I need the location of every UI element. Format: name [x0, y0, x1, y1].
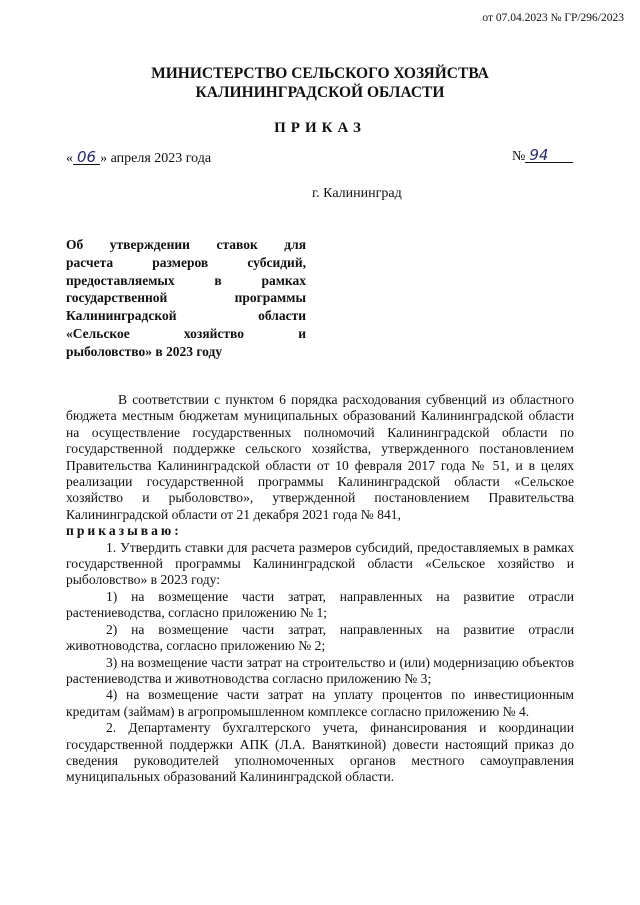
number-handwritten: 94	[525, 148, 573, 163]
subject-line: «Сельское хозяйство и	[66, 325, 306, 341]
preamble-text: В соответствии с пунктом 6 порядка расходования субвенций из областного бюджета местным бюджетам муниципальных образований Калининградской области на осуществление государственных полномочий Калининградской области по государственной поддержке сельского хозяйства, утвержденного постановлением Правительства Калининградской области от 10 февраля 2017 года № 51, и в целях реализации государственной программы Калининградской области «Сельское хозяйство и рыболовство», утвержденной постановлением Правительства Калининградской области от 21 декабря 2021 года № 841,	[66, 392, 574, 522]
subject-line: рыболовство» в 2023 году	[66, 343, 223, 359]
subject-line: Калининградской области	[66, 308, 306, 324]
subitem-1: 1) на возмещение части затрат, направленных на развитие отрасли растениеводства, согласно приложению № 1;	[66, 588, 574, 621]
ministry-title-line-2: КАЛИНИНГРАДСКОЙ ОБЛАСТИ	[195, 84, 445, 101]
date-open-quote: «	[66, 151, 73, 166]
date-rest: » апреля 2023 года	[100, 151, 212, 166]
subject-line: предоставляемых в рамках	[66, 272, 306, 288]
order-number	[512, 148, 573, 165]
subitem-2: 2) на возмещение части затрат, направленных на развитие отрасли животноводства, согласно приложению № 2;	[66, 621, 574, 654]
item-2: 2. Департаменту бухгалтерского учета, финансирования и координации государственной поддержки АПК (Л.А. Ваняткиной) довести настоящий приказ до сведения руководителей уполномоченных органов местного самоуправления муниципальных образований Калининградской области.	[66, 720, 574, 785]
date-day-handwritten: 06	[73, 150, 100, 165]
ministry-title-line-1: МИНИСТЕРСТВО СЕЛЬСКОГО ХОЗЯЙСТВА	[151, 65, 489, 82]
subitem-3: 3) на возмещение части затрат на строительство и (или) модернизацию объектов растениеводства и животноводства согласно приложению № 3;	[66, 654, 574, 686]
number-sign: №	[512, 149, 526, 164]
subject-line: расчета размеров субсидий,	[66, 254, 306, 270]
subitem-4: 4) на возмещение части затрат на уплату процентов по инвестиционным кредитам (займам) в агропромышленном комплексе согласно приложению № 4.	[66, 687, 574, 719]
registration-ref: от 07.04.2023 № ГР/296/2023	[482, 12, 624, 24]
ministry-title	[0, 64, 640, 102]
order-date	[66, 150, 211, 167]
order-body	[66, 392, 574, 786]
city: г. Калининград	[312, 186, 402, 201]
subject-line: Об утверждении ставок для	[66, 237, 306, 252]
item-1: 1. Утвердить ставки для расчета размеров субсидий, предоставляемых в рамках государственной программы Калининградской области «Сельское хозяйство и рыболовство» в 2023 году:	[66, 539, 574, 588]
document-type: ПРИКАЗ	[274, 120, 366, 136]
subject-line: государственной программы	[66, 290, 306, 306]
prikazyvayu-word: приказываю:	[66, 523, 182, 539]
order-subject	[66, 236, 306, 361]
preamble-paragraph	[66, 392, 574, 540]
